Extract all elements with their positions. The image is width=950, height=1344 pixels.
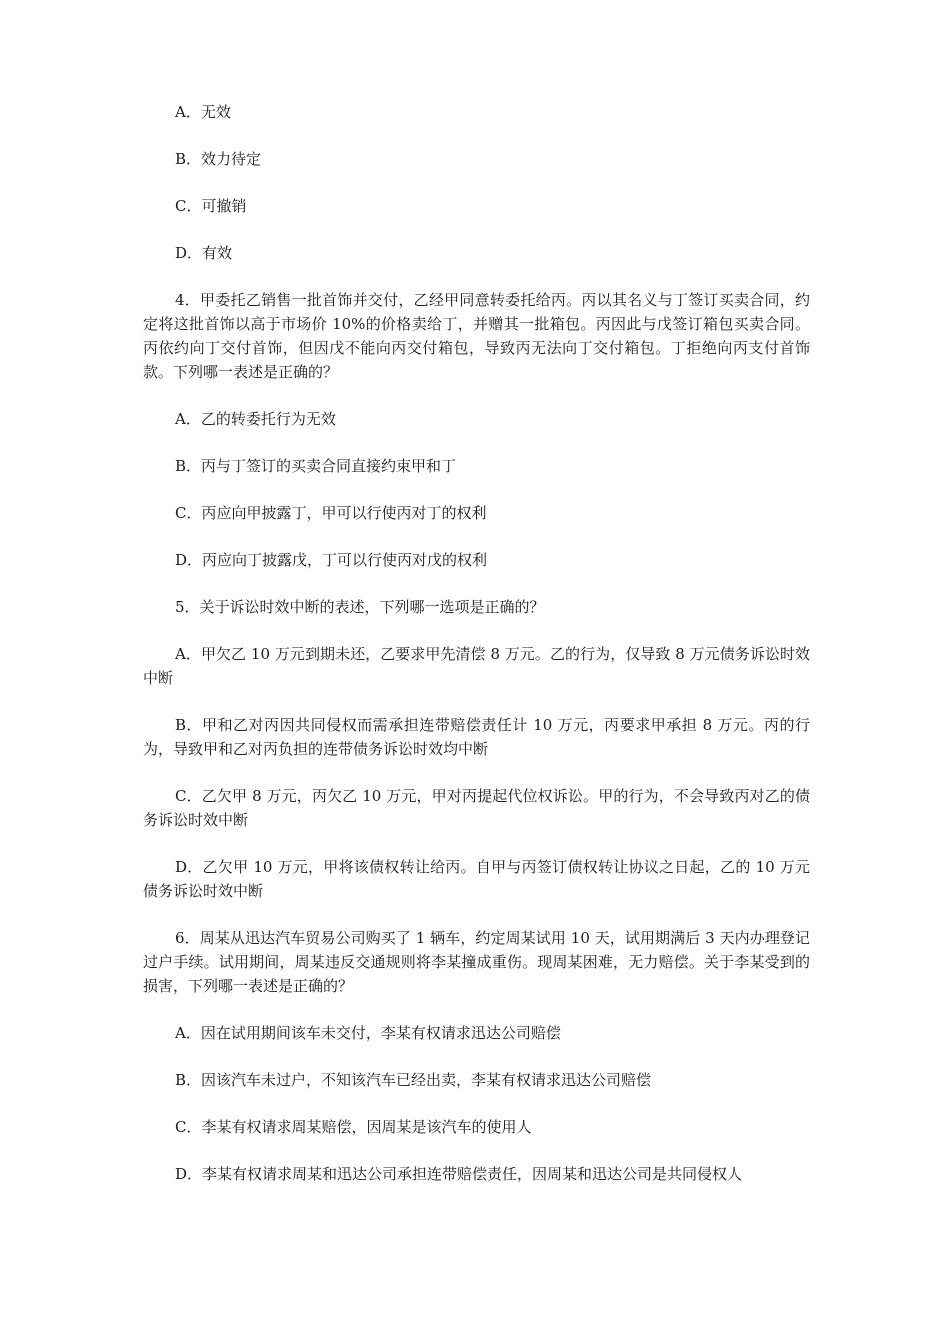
- prev-option-a: A．无效: [175, 103, 231, 121]
- question-6-option-a: A．因在试用期间该车未交付，李某有权请求迅达公司赔偿: [175, 1024, 561, 1042]
- question-5-option-a: A．甲欠乙 10 万元到期未还，乙要求甲先清偿 8 万元。乙的行为，仅导致 8 万元债务诉讼时效中断: [143, 645, 810, 687]
- prev-option-c: C．可撤销: [175, 197, 247, 215]
- question-4-option-a: A．乙的转委托行为无效: [175, 410, 336, 428]
- question-4-option-b: B．丙与丁签订的买卖合同直接约束甲和丁: [175, 457, 457, 475]
- question-6-stem: 6．周某从迅达汽车贸易公司购买了 1 辆车，约定周某试用 10 天，试用期满后 3 天内办理登记过户手续。试用期间，周某违反交通规则将李某撞成重伤。现周某困难，无力赔偿。关于李某受到的损害，下列哪一表述是正确的？: [143, 929, 810, 995]
- question-5-option-c: C．乙欠甲 8 万元，丙欠乙 10 万元，甲对丙提起代位权诉讼。甲的行为，不会导致丙对乙的债务诉讼时效中断: [143, 787, 810, 829]
- question-6-option-d: D．李某有权请求周某和迅达公司承担连带赔偿责任，因周某和迅达公司是共同侵权人: [175, 1165, 743, 1183]
- question-4-stem: 4．甲委托乙销售一批首饰并交付，乙经甲同意转委托给丙。丙以其名义与丁签订买卖合同，约定将这批首饰以高于市场价 10%的价格卖给丁，并赠其一批箱包。丙因此与戊签订箱包买卖合同。丙依约向丁交付首饰，但因戊不能向丙交付箱包，导致丙无法向丁交付箱包。丁拒绝向丙支付首饰款。下列哪一表述是正确的？: [143, 291, 810, 381]
- question-5-option-b: B．甲和乙对丙因共同侵权而需承担连带赔偿责任计 10 万元，丙要求甲承担 8 万元。丙的行为，导致甲和乙对丙负担的连带债务诉讼时效均中断: [143, 716, 810, 758]
- question-6-option-b: B．因该汽车未过户，不知该汽车已经出卖，李某有权请求迅达公司赔偿: [175, 1071, 652, 1089]
- prev-option-d: D．有效: [175, 244, 233, 262]
- question-4-option-d: D．丙应向丁披露戊，丁可以行使丙对戊的权利: [175, 551, 488, 569]
- question-5-stem: 5．关于诉讼时效中断的表述，下列哪一选项是正确的？: [175, 598, 545, 616]
- question-5-option-d: D．乙欠甲 10 万元，甲将该债权转让给丙。自甲与丙签订债权转让协议之日起，乙的 10 万元债务诉讼时效中断: [143, 858, 810, 900]
- question-6-option-c: C．李某有权请求周某赔偿，因周某是该汽车的使用人: [175, 1118, 532, 1136]
- prev-option-b: B．效力待定: [175, 150, 262, 168]
- question-4-option-c: C．丙应向甲披露丁，甲可以行使丙对丁的权利: [175, 504, 487, 522]
- document-page: [143, 100, 810, 1209]
